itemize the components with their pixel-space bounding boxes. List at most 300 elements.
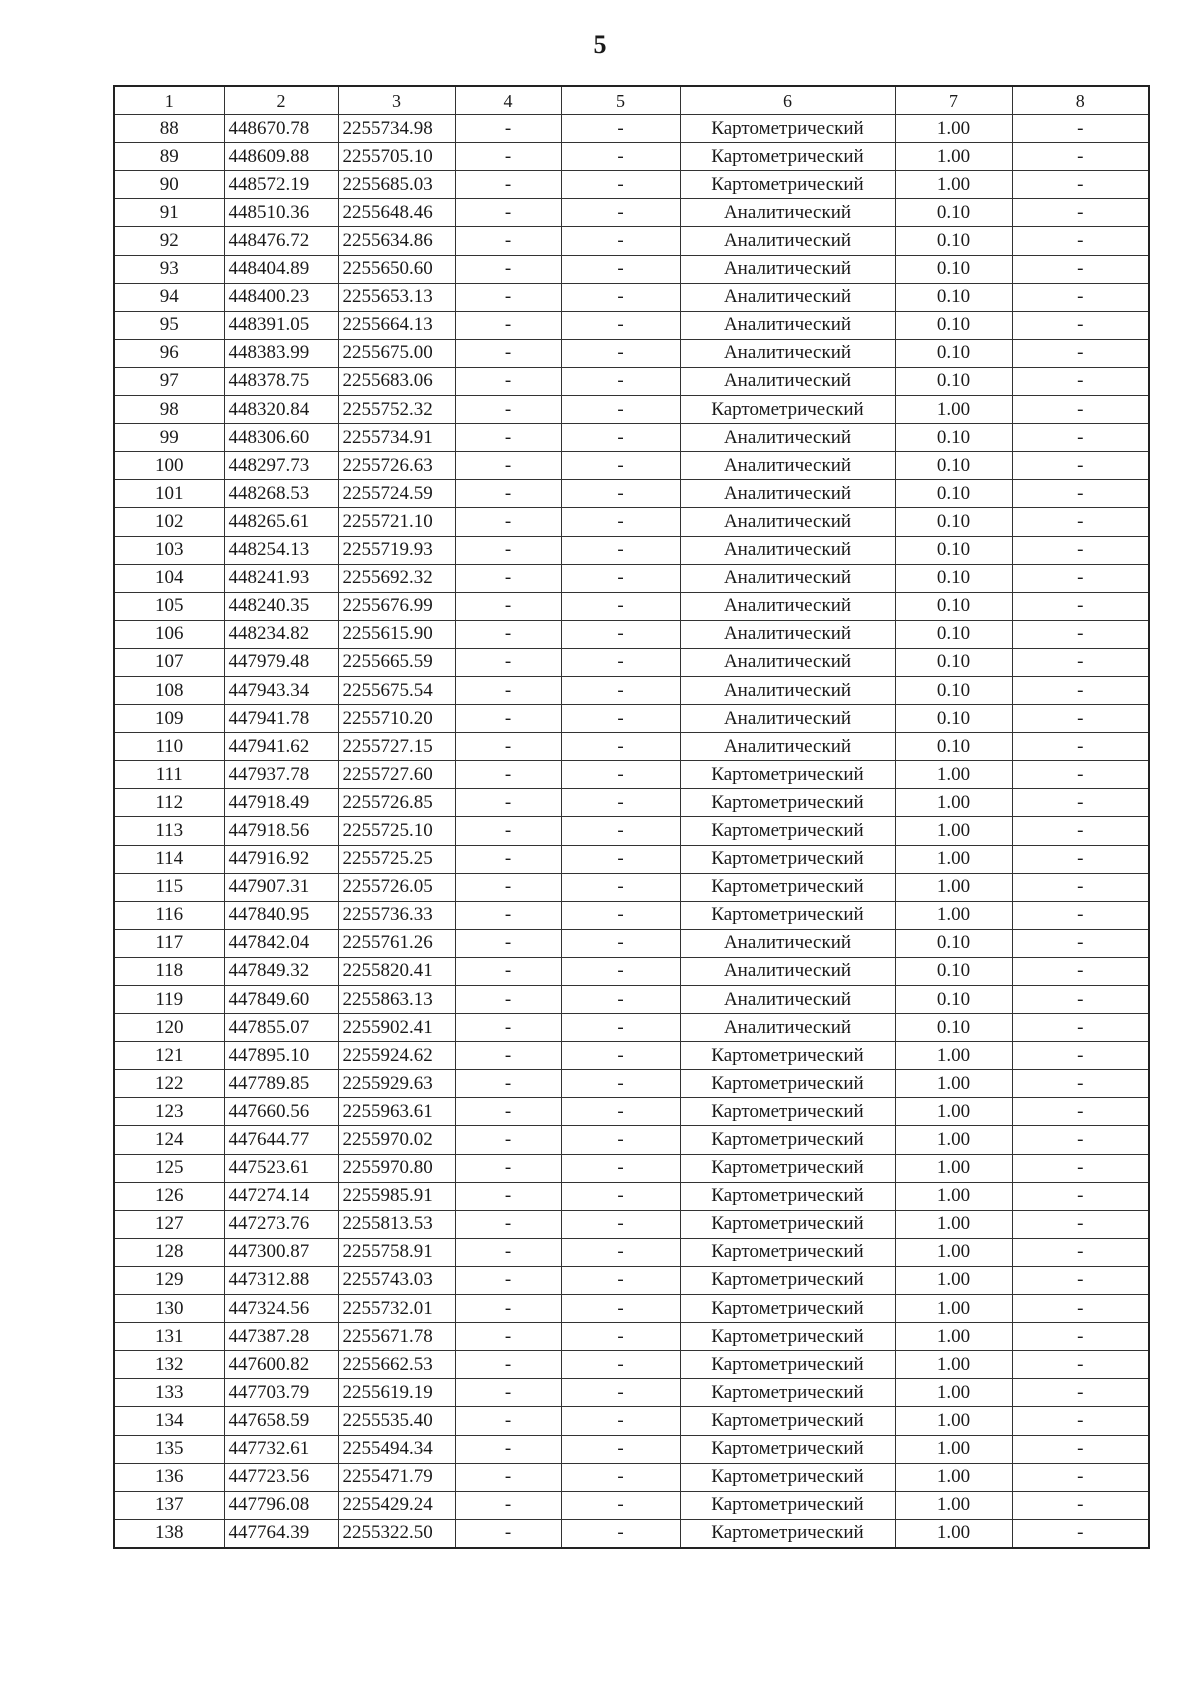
- accuracy-cell: 0.10: [895, 452, 1012, 480]
- accuracy-cell: 0.10: [895, 424, 1012, 452]
- accuracy-cell: 1.00: [895, 1295, 1012, 1323]
- column-8-cell: -: [1012, 648, 1149, 676]
- column-8-cell: -: [1012, 817, 1149, 845]
- column-8-cell: -: [1012, 620, 1149, 648]
- y-coordinate-cell: 2255734.98: [338, 115, 455, 143]
- column-8-cell: -: [1012, 1463, 1149, 1491]
- column-5-cell: -: [561, 1491, 680, 1519]
- method-cell: Картометрический: [680, 1182, 895, 1210]
- x-coordinate-cell: 447916.92: [224, 845, 338, 873]
- y-coordinate-cell: 2255721.10: [338, 508, 455, 536]
- method-cell: Картометрический: [680, 901, 895, 929]
- y-coordinate-cell: 2255929.63: [338, 1070, 455, 1098]
- point-number-cell: 112: [114, 789, 224, 817]
- y-coordinate-cell: 2255664.13: [338, 311, 455, 339]
- accuracy-cell: 0.10: [895, 536, 1012, 564]
- x-coordinate-cell: 447796.08: [224, 1491, 338, 1519]
- y-coordinate-cell: 2255719.93: [338, 536, 455, 564]
- column-8-cell: -: [1012, 1491, 1149, 1519]
- column-8-cell: -: [1012, 845, 1149, 873]
- accuracy-cell: 1.00: [895, 143, 1012, 171]
- point-number-cell: 129: [114, 1266, 224, 1294]
- column-8-cell: -: [1012, 143, 1149, 171]
- column-4-cell: -: [455, 705, 561, 733]
- x-coordinate-cell: 448670.78: [224, 115, 338, 143]
- column-5-cell: -: [561, 1351, 680, 1379]
- column-5-cell: -: [561, 986, 680, 1014]
- column-4-cell: -: [455, 396, 561, 424]
- column-5-cell: -: [561, 339, 680, 367]
- column-8-cell: -: [1012, 901, 1149, 929]
- table-row: [114, 227, 1149, 255]
- column-header: 1: [114, 86, 224, 115]
- point-number-cell: 128: [114, 1238, 224, 1266]
- column-8-cell: -: [1012, 1407, 1149, 1435]
- accuracy-cell: 0.10: [895, 367, 1012, 395]
- accuracy-cell: 1.00: [895, 1070, 1012, 1098]
- table-row: [114, 676, 1149, 704]
- column-5-cell: -: [561, 536, 680, 564]
- column-8-cell: -: [1012, 227, 1149, 255]
- y-coordinate-cell: 2255752.32: [338, 396, 455, 424]
- table-row: [114, 480, 1149, 508]
- table-row: [114, 1379, 1149, 1407]
- column-8-cell: -: [1012, 424, 1149, 452]
- x-coordinate-cell: 447644.77: [224, 1126, 338, 1154]
- column-8-cell: -: [1012, 676, 1149, 704]
- accuracy-cell: 1.00: [895, 1323, 1012, 1351]
- method-cell: Картометрический: [680, 1126, 895, 1154]
- column-4-cell: -: [455, 620, 561, 648]
- accuracy-cell: 1.00: [895, 901, 1012, 929]
- table-row: [114, 957, 1149, 985]
- column-8-cell: -: [1012, 396, 1149, 424]
- method-cell: Картометрический: [680, 1407, 895, 1435]
- column-5-cell: -: [561, 283, 680, 311]
- table-row: [114, 620, 1149, 648]
- method-cell: Картометрический: [680, 1491, 895, 1519]
- column-8-cell: -: [1012, 339, 1149, 367]
- accuracy-cell: 1.00: [895, 115, 1012, 143]
- table-row: [114, 396, 1149, 424]
- x-coordinate-cell: 448234.82: [224, 620, 338, 648]
- y-coordinate-cell: 2255758.91: [338, 1238, 455, 1266]
- column-5-cell: -: [561, 1238, 680, 1266]
- point-number-cell: 135: [114, 1435, 224, 1463]
- column-4-cell: -: [455, 1351, 561, 1379]
- method-cell: Аналитический: [680, 929, 895, 957]
- point-number-cell: 103: [114, 536, 224, 564]
- column-5-cell: -: [561, 1266, 680, 1294]
- point-number-cell: 101: [114, 480, 224, 508]
- column-8-cell: -: [1012, 171, 1149, 199]
- accuracy-cell: 1.00: [895, 171, 1012, 199]
- accuracy-cell: 1.00: [895, 789, 1012, 817]
- table-row: [114, 1266, 1149, 1294]
- column-4-cell: -: [455, 1098, 561, 1126]
- point-number-cell: 137: [114, 1491, 224, 1519]
- column-5-cell: -: [561, 620, 680, 648]
- method-cell: Аналитический: [680, 508, 895, 536]
- method-cell: Аналитический: [680, 676, 895, 704]
- point-number-cell: 102: [114, 508, 224, 536]
- column-8-cell: -: [1012, 929, 1149, 957]
- column-5-cell: -: [561, 396, 680, 424]
- method-cell: Картометрический: [680, 1463, 895, 1491]
- method-cell: Аналитический: [680, 311, 895, 339]
- point-number-cell: 117: [114, 929, 224, 957]
- column-5-cell: -: [561, 1126, 680, 1154]
- x-coordinate-cell: 447764.39: [224, 1519, 338, 1548]
- column-4-cell: -: [455, 789, 561, 817]
- point-number-cell: 126: [114, 1182, 224, 1210]
- table-row: [114, 1014, 1149, 1042]
- method-cell: Картометрический: [680, 1098, 895, 1126]
- point-number-cell: 115: [114, 873, 224, 901]
- method-cell: Аналитический: [680, 367, 895, 395]
- table-row: [114, 1182, 1149, 1210]
- y-coordinate-cell: 2255902.41: [338, 1014, 455, 1042]
- column-4-cell: -: [455, 227, 561, 255]
- method-cell: Картометрический: [680, 1295, 895, 1323]
- column-4-cell: -: [455, 452, 561, 480]
- accuracy-cell: 1.00: [895, 1238, 1012, 1266]
- column-5-cell: -: [561, 1295, 680, 1323]
- point-number-cell: 104: [114, 564, 224, 592]
- point-number-cell: 133: [114, 1379, 224, 1407]
- point-number-cell: 94: [114, 283, 224, 311]
- column-4-cell: -: [455, 536, 561, 564]
- column-header: 2: [224, 86, 338, 115]
- column-4-cell: -: [455, 761, 561, 789]
- accuracy-cell: 1.00: [895, 817, 1012, 845]
- y-coordinate-cell: 2255429.24: [338, 1491, 455, 1519]
- x-coordinate-cell: 448265.61: [224, 508, 338, 536]
- accuracy-cell: 0.10: [895, 648, 1012, 676]
- method-cell: Аналитический: [680, 199, 895, 227]
- table-row: [114, 1210, 1149, 1238]
- x-coordinate-cell: 448404.89: [224, 255, 338, 283]
- point-number-cell: 110: [114, 733, 224, 761]
- column-5-cell: -: [561, 115, 680, 143]
- column-5-cell: -: [561, 564, 680, 592]
- method-cell: Аналитический: [680, 424, 895, 452]
- column-header: 5: [561, 86, 680, 115]
- column-4-cell: -: [455, 1014, 561, 1042]
- column-8-cell: -: [1012, 592, 1149, 620]
- column-4-cell: -: [455, 901, 561, 929]
- column-8-cell: -: [1012, 255, 1149, 283]
- column-5-cell: -: [561, 1435, 680, 1463]
- point-number-cell: 118: [114, 957, 224, 985]
- x-coordinate-cell: 448391.05: [224, 311, 338, 339]
- y-coordinate-cell: 2255692.32: [338, 564, 455, 592]
- table-row: [114, 367, 1149, 395]
- method-cell: Картометрический: [680, 143, 895, 171]
- y-coordinate-cell: 2255820.41: [338, 957, 455, 985]
- column-4-cell: -: [455, 1407, 561, 1435]
- y-coordinate-cell: 2255653.13: [338, 283, 455, 311]
- x-coordinate-cell: 448383.99: [224, 339, 338, 367]
- accuracy-cell: 1.00: [895, 1463, 1012, 1491]
- y-coordinate-cell: 2255471.79: [338, 1463, 455, 1491]
- method-cell: Аналитический: [680, 733, 895, 761]
- column-8-cell: -: [1012, 1098, 1149, 1126]
- column-5-cell: -: [561, 1210, 680, 1238]
- column-5-cell: -: [561, 1042, 680, 1070]
- column-4-cell: -: [455, 480, 561, 508]
- page-number: 5: [593, 30, 607, 59]
- column-4-cell: -: [455, 1210, 561, 1238]
- column-4-cell: -: [455, 283, 561, 311]
- method-cell: Аналитический: [680, 592, 895, 620]
- column-8-cell: -: [1012, 761, 1149, 789]
- column-8-cell: -: [1012, 705, 1149, 733]
- table-row: [114, 705, 1149, 733]
- method-cell: Аналитический: [680, 339, 895, 367]
- y-coordinate-cell: 2255743.03: [338, 1266, 455, 1294]
- column-8-cell: -: [1012, 733, 1149, 761]
- table-row: [114, 1126, 1149, 1154]
- accuracy-cell: 1.00: [895, 1182, 1012, 1210]
- point-number-cell: 124: [114, 1126, 224, 1154]
- column-8-cell: -: [1012, 1182, 1149, 1210]
- column-header: 7: [895, 86, 1012, 115]
- method-cell: Картометрический: [680, 1210, 895, 1238]
- x-coordinate-cell: 447907.31: [224, 873, 338, 901]
- accuracy-cell: 0.10: [895, 986, 1012, 1014]
- table-row: [114, 255, 1149, 283]
- column-5-cell: -: [561, 733, 680, 761]
- column-4-cell: -: [455, 1126, 561, 1154]
- point-number-cell: 108: [114, 676, 224, 704]
- table-row: [114, 508, 1149, 536]
- y-coordinate-cell: 2255685.03: [338, 171, 455, 199]
- column-4-cell: -: [455, 676, 561, 704]
- method-cell: Картометрический: [680, 1323, 895, 1351]
- column-8-cell: -: [1012, 1323, 1149, 1351]
- method-cell: Аналитический: [680, 1014, 895, 1042]
- column-8-cell: -: [1012, 536, 1149, 564]
- point-number-cell: 97: [114, 367, 224, 395]
- column-4-cell: -: [455, 143, 561, 171]
- method-cell: Картометрический: [680, 1238, 895, 1266]
- accuracy-cell: 1.00: [895, 1126, 1012, 1154]
- table-row: [114, 1463, 1149, 1491]
- x-coordinate-cell: 447274.14: [224, 1182, 338, 1210]
- accuracy-cell: 1.00: [895, 1098, 1012, 1126]
- accuracy-cell: 0.10: [895, 705, 1012, 733]
- method-cell: Аналитический: [680, 957, 895, 985]
- point-number-cell: 138: [114, 1519, 224, 1548]
- y-coordinate-cell: 2255726.85: [338, 789, 455, 817]
- y-coordinate-cell: 2255494.34: [338, 1435, 455, 1463]
- column-5-cell: -: [561, 901, 680, 929]
- column-4-cell: -: [455, 115, 561, 143]
- x-coordinate-cell: 448297.73: [224, 452, 338, 480]
- table-row: [114, 283, 1149, 311]
- y-coordinate-cell: 2255727.15: [338, 733, 455, 761]
- column-4-cell: -: [455, 424, 561, 452]
- column-4-cell: -: [455, 1182, 561, 1210]
- point-number-cell: 123: [114, 1098, 224, 1126]
- point-number-cell: 114: [114, 845, 224, 873]
- column-8-cell: -: [1012, 564, 1149, 592]
- table-row: [114, 1519, 1149, 1548]
- method-cell: Картометрический: [680, 171, 895, 199]
- point-number-cell: 95: [114, 311, 224, 339]
- y-coordinate-cell: 2255675.54: [338, 676, 455, 704]
- column-8-cell: -: [1012, 1210, 1149, 1238]
- column-5-cell: -: [561, 1407, 680, 1435]
- accuracy-cell: 0.10: [895, 929, 1012, 957]
- column-8-cell: -: [1012, 1266, 1149, 1294]
- column-8-cell: -: [1012, 480, 1149, 508]
- table-row: [114, 733, 1149, 761]
- coordinates-table: [113, 85, 1150, 1549]
- column-5-cell: -: [561, 761, 680, 789]
- accuracy-cell: 1.00: [895, 1519, 1012, 1548]
- column-header: 3: [338, 86, 455, 115]
- method-cell: Картометрический: [680, 1154, 895, 1182]
- method-cell: Картометрический: [680, 1379, 895, 1407]
- point-number-cell: 100: [114, 452, 224, 480]
- x-coordinate-cell: 447918.49: [224, 789, 338, 817]
- point-number-cell: 92: [114, 227, 224, 255]
- method-cell: Аналитический: [680, 480, 895, 508]
- table-row: [114, 1154, 1149, 1182]
- column-8-cell: -: [1012, 873, 1149, 901]
- column-4-cell: -: [455, 957, 561, 985]
- y-coordinate-cell: 2255619.19: [338, 1379, 455, 1407]
- point-number-cell: 98: [114, 396, 224, 424]
- table-row: [114, 199, 1149, 227]
- column-5-cell: -: [561, 1519, 680, 1548]
- accuracy-cell: 1.00: [895, 873, 1012, 901]
- y-coordinate-cell: 2255322.50: [338, 1519, 455, 1548]
- x-coordinate-cell: 447937.78: [224, 761, 338, 789]
- column-4-cell: -: [455, 199, 561, 227]
- method-cell: Картометрический: [680, 1042, 895, 1070]
- x-coordinate-cell: 447943.34: [224, 676, 338, 704]
- accuracy-cell: 1.00: [895, 1266, 1012, 1294]
- column-4-cell: -: [455, 873, 561, 901]
- column-header: 6: [680, 86, 895, 115]
- column-5-cell: -: [561, 817, 680, 845]
- y-coordinate-cell: 2255924.62: [338, 1042, 455, 1070]
- accuracy-cell: 1.00: [895, 761, 1012, 789]
- column-5-cell: -: [561, 143, 680, 171]
- column-5-cell: -: [561, 1379, 680, 1407]
- y-coordinate-cell: 2255761.26: [338, 929, 455, 957]
- y-coordinate-cell: 2255683.06: [338, 367, 455, 395]
- x-coordinate-cell: 447789.85: [224, 1070, 338, 1098]
- column-5-cell: -: [561, 480, 680, 508]
- y-coordinate-cell: 2255970.02: [338, 1126, 455, 1154]
- accuracy-cell: 1.00: [895, 1042, 1012, 1070]
- column-8-cell: -: [1012, 367, 1149, 395]
- column-8-cell: -: [1012, 1435, 1149, 1463]
- column-8-cell: -: [1012, 1519, 1149, 1548]
- point-number-cell: 107: [114, 648, 224, 676]
- method-cell: Картометрический: [680, 1266, 895, 1294]
- x-coordinate-cell: 447324.56: [224, 1295, 338, 1323]
- column-4-cell: -: [455, 339, 561, 367]
- method-cell: Аналитический: [680, 564, 895, 592]
- method-cell: Картометрический: [680, 761, 895, 789]
- x-coordinate-cell: 447895.10: [224, 1042, 338, 1070]
- accuracy-cell: 0.10: [895, 957, 1012, 985]
- column-5-cell: -: [561, 676, 680, 704]
- method-cell: Картометрический: [680, 873, 895, 901]
- x-coordinate-cell: 447273.76: [224, 1210, 338, 1238]
- table-row: [114, 1042, 1149, 1070]
- y-coordinate-cell: 2255736.33: [338, 901, 455, 929]
- point-number-cell: 125: [114, 1154, 224, 1182]
- column-5-cell: -: [561, 508, 680, 536]
- x-coordinate-cell: 447300.87: [224, 1238, 338, 1266]
- column-5-cell: -: [561, 705, 680, 733]
- point-number-cell: 90: [114, 171, 224, 199]
- y-coordinate-cell: 2255725.25: [338, 845, 455, 873]
- x-coordinate-cell: 447849.32: [224, 957, 338, 985]
- table-row: [114, 1407, 1149, 1435]
- x-coordinate-cell: 447312.88: [224, 1266, 338, 1294]
- column-5-cell: -: [561, 929, 680, 957]
- column-4-cell: -: [455, 929, 561, 957]
- column-5-cell: -: [561, 1182, 680, 1210]
- table-row: [114, 564, 1149, 592]
- column-8-cell: -: [1012, 1154, 1149, 1182]
- point-number-cell: 96: [114, 339, 224, 367]
- x-coordinate-cell: 447387.28: [224, 1323, 338, 1351]
- accuracy-cell: 0.10: [895, 733, 1012, 761]
- table-body: [114, 86, 1149, 1548]
- column-8-cell: -: [1012, 1070, 1149, 1098]
- point-number-cell: 116: [114, 901, 224, 929]
- column-8-cell: -: [1012, 957, 1149, 985]
- column-4-cell: -: [455, 1042, 561, 1070]
- table-row: [114, 171, 1149, 199]
- table-row: [114, 873, 1149, 901]
- point-number-cell: 91: [114, 199, 224, 227]
- table-row: [114, 901, 1149, 929]
- x-coordinate-cell: 448306.60: [224, 424, 338, 452]
- x-coordinate-cell: 447842.04: [224, 929, 338, 957]
- x-coordinate-cell: 447660.56: [224, 1098, 338, 1126]
- table-row: [114, 1295, 1149, 1323]
- x-coordinate-cell: 447732.61: [224, 1435, 338, 1463]
- column-5-cell: -: [561, 845, 680, 873]
- point-number-cell: 93: [114, 255, 224, 283]
- y-coordinate-cell: 2255734.91: [338, 424, 455, 452]
- table-row: [114, 1238, 1149, 1266]
- point-number-cell: 119: [114, 986, 224, 1014]
- y-coordinate-cell: 2255710.20: [338, 705, 455, 733]
- point-number-cell: 127: [114, 1210, 224, 1238]
- point-number-cell: 122: [114, 1070, 224, 1098]
- x-coordinate-cell: 447840.95: [224, 901, 338, 929]
- accuracy-cell: 0.10: [895, 592, 1012, 620]
- column-8-cell: -: [1012, 986, 1149, 1014]
- column-5-cell: -: [561, 227, 680, 255]
- y-coordinate-cell: 2255863.13: [338, 986, 455, 1014]
- y-coordinate-cell: 2255705.10: [338, 143, 455, 171]
- table-row: [114, 1491, 1149, 1519]
- column-5-cell: -: [561, 1154, 680, 1182]
- y-coordinate-cell: 2255727.60: [338, 761, 455, 789]
- column-4-cell: -: [455, 1323, 561, 1351]
